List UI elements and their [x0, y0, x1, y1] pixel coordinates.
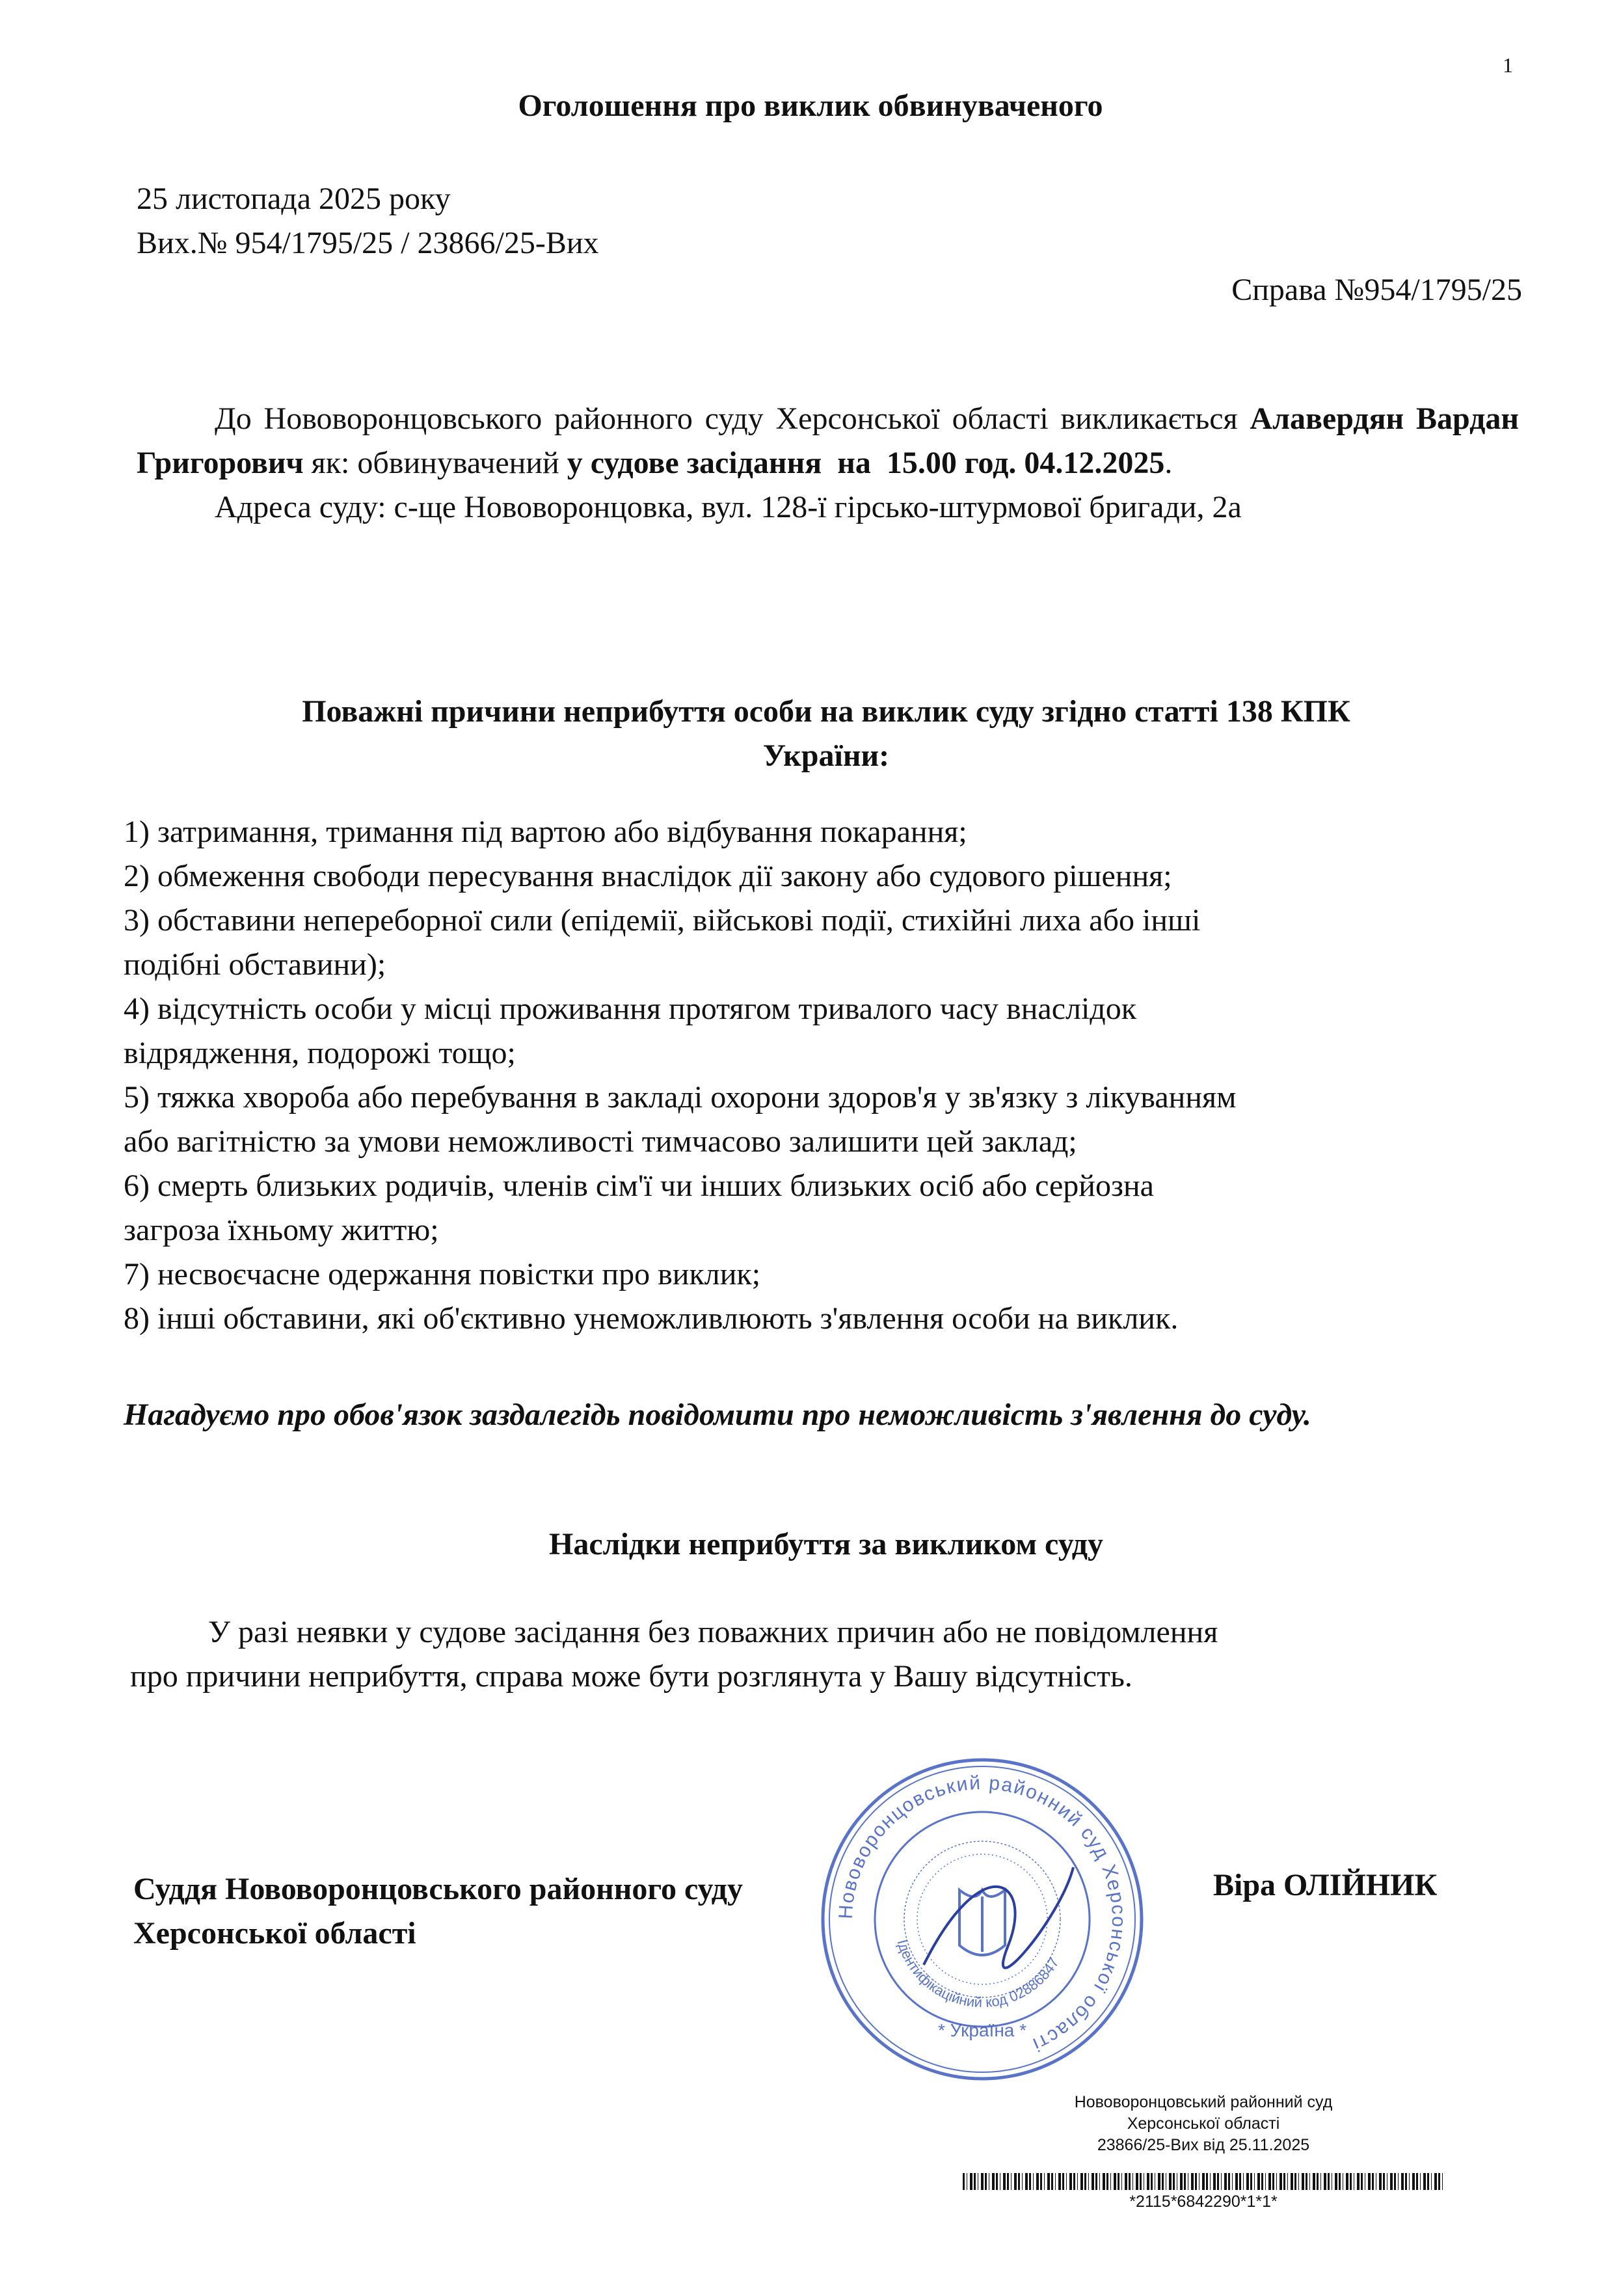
- list-item: 1) затримання, тримання під вартою або відбування покарання;: [124, 815, 967, 849]
- reasons-title: [117, 690, 1535, 778]
- summons-paragraph: [137, 397, 1519, 530]
- session-datetime: год. 04.12.2025: [964, 446, 1165, 480]
- judge-position: [133, 1867, 743, 1956]
- court-stamp: [813, 1750, 1151, 2088]
- svg-text:Ідентифікаційний код 02886847: [894, 1938, 1062, 2010]
- trident-emblem-icon: [959, 1890, 1005, 1955]
- consequences-line2: про причини неприбуття, справа може бути розглянута у Вашу відсутність.: [130, 1659, 1132, 1694]
- list-item: 7) несвоєчасне одержання повістки про виклик;: [124, 1257, 761, 1291]
- summons-lead: До Нововоронцовського районного суду Херсонської області викликається: [215, 401, 1238, 436]
- judge-position-line2: Херсонської області: [133, 1916, 416, 1951]
- footer-registration: 23866/25-Вих від 25.11.2025: [1097, 2136, 1310, 2154]
- document-title: Оголошення про виклик обвинуваченого: [518, 88, 1103, 123]
- accused-name: Алавердян Вардан Григорович: [137, 401, 1519, 480]
- outgoing-number: Вих.№ 954/1795/25 / 23866/25-Вих: [137, 226, 599, 260]
- page-number: 1: [1503, 53, 1513, 77]
- list-item: 4) відсутність особи у місці проживання протягом тривалого часу внаслідок: [124, 992, 1137, 1026]
- barcode-text: *2115*6842290*1*1*: [1129, 2193, 1278, 2211]
- judge-name: Віра ОЛІЙНИК: [1213, 1868, 1438, 1902]
- list-item: загроза їхньому життю;: [124, 1213, 439, 1247]
- list-item: подібні обставини);: [124, 947, 386, 982]
- footer-court: Нововоронцовський районний суд: [1074, 2093, 1333, 2111]
- list-item: 8) інші обставини, які об'єктивно унеможливлюють з'явлення особи на виклик.: [124, 1301, 1179, 1336]
- reminder-text: Нагадуємо про обов'язок заздалегідь повідомити про неможливість з'явлення до суду.: [124, 1398, 1311, 1432]
- list-item: 3) обставини непереборної сили (епідемії, військові події, стихійні лиха або інші: [124, 903, 1201, 938]
- session-period: .: [1164, 446, 1173, 480]
- court-address: Адреса суду: с-ще Нововоронцовка, вул. 128-ї гірсько-штурмової бригади, 2а: [215, 490, 1242, 524]
- barcode-icon: [963, 2173, 1444, 2190]
- judge-position-line1: Суддя Нововоронцовського районного суду: [133, 1872, 743, 1906]
- list-item: 5) тяжка хвороба або перебування в закладі охорони здоров'я у зв'язку з лікуванням: [124, 1080, 1237, 1114]
- consequences-title: Наслідки неприбуття за викликом суду: [549, 1527, 1103, 1561]
- footer-region: Херсонської області: [1127, 2114, 1280, 2133]
- consequences-paragraph: [130, 1610, 1516, 1699]
- session-time: 15.00: [886, 446, 957, 480]
- list-item: або вагітністю за умови неможливості тимчасово залишити цей заклад;: [124, 1124, 1077, 1159]
- session-at: на: [837, 446, 871, 480]
- list-item: 2) обмеження свободи пересування внаслідок дії закону або судового рішення;: [124, 859, 1172, 893]
- signature-scribble-icon: [924, 1867, 1073, 1968]
- stamp-country: * Україна *: [937, 2020, 1027, 2040]
- document-date: 25 листопада 2025 року: [137, 182, 451, 216]
- reasons-title-line2: України:: [762, 738, 890, 773]
- session-label: у судове засідання: [567, 446, 822, 480]
- list-item: 6) смерть близьких родичів, членів сім'ї чи інших близьких осіб або серйозна: [124, 1168, 1154, 1203]
- reasons-title-line1: Поважні причини неприбуття особи на виклик суду згідно статті 138 КПК: [302, 694, 1350, 729]
- stamp-inner-text: Ідентифікаційний код 02886847: [894, 1938, 1062, 2011]
- consequences-line1: У разі неявки у судове засідання без поважних причин або не повідомлення: [208, 1615, 1218, 1649]
- stamp-ring-text: Нововоронцовський районний суд Херсонської області: [835, 1772, 1130, 2056]
- list-item: відрядження, подорожі тощо;: [124, 1036, 516, 1070]
- registration-footer: [956, 2092, 1451, 2156]
- case-number: Справа №954/1795/25: [1231, 273, 1522, 307]
- accused-role: як: обвинувачений: [311, 446, 559, 480]
- reasons-list: [124, 810, 1522, 1341]
